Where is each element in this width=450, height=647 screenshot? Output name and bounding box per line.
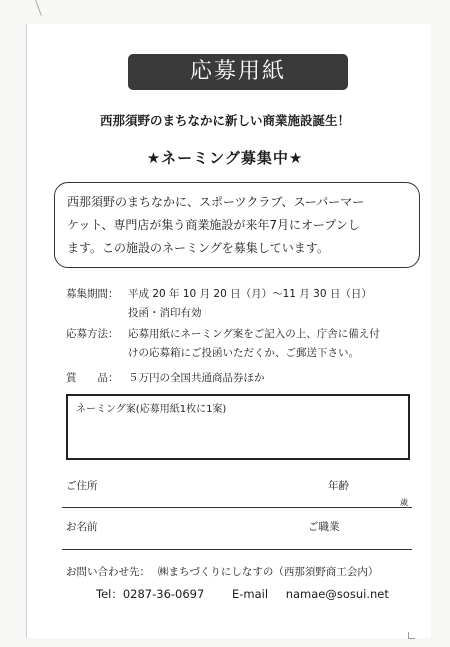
contact-tel: Tel：0287-36-0697 <box>96 587 205 601</box>
intro-box <box>54 182 420 268</box>
intro-line: ます。この施設のネーミングを募集しています。 <box>67 241 329 255</box>
intro-line: 西那須野のまちなかに、スポーツクラブ、スーパーマー <box>67 195 365 209</box>
naming-box-label: ネーミング案(応募用紙1枚に1案) <box>76 404 227 415</box>
email-label: E-mail <box>231 587 269 601</box>
corner-mark <box>35 0 41 15</box>
period-value: 平成 20 年 10 月 20 日（月）～11 月 30 日（日） <box>128 288 372 300</box>
prize-value: ５万円の全国共通商品券ほか <box>128 372 265 384</box>
contact-email[interactable]: namae@sosui.net <box>285 587 389 601</box>
headline: ★ネーミング募集中★ <box>146 149 304 167</box>
address-label: ご住所 <box>66 480 98 492</box>
contact-label: お問い合わせ先： <box>66 566 150 578</box>
page-title: 応募用紙 <box>128 54 348 90</box>
method-line-1: 応募用紙にネーミング案をご記入の上、庁舎に備え付 <box>128 328 380 340</box>
method-label: 応募方法： <box>66 328 119 340</box>
method-section <box>66 327 380 361</box>
intro-line: ケット、専門店が集う商業施設が来年7月にオープンし <box>67 218 360 232</box>
method-line-2: けの応募箱にご投函いただくか、ご郵送下さい。 <box>128 347 359 359</box>
subtitle: 西那須野のまちなかに新しい商業施設誕生！ <box>99 113 350 128</box>
age-unit: 歳 <box>400 498 408 507</box>
prize-label: 賞 品： <box>66 372 119 384</box>
age-label: 年齢 <box>328 480 349 492</box>
contact-org: ㈱まちづくりにしなすの（西那須野商工会内） <box>158 566 379 578</box>
name-line[interactable] <box>62 549 412 550</box>
period-label: 募集期間： <box>66 288 119 300</box>
address-line[interactable] <box>62 507 412 508</box>
name-label: お名前 <box>66 521 98 533</box>
naming-entry-box[interactable] <box>66 394 410 460</box>
crop-mark <box>408 632 415 639</box>
contact-details <box>96 586 389 602</box>
contact-info <box>66 564 378 579</box>
period-note: 投函・消印有効 <box>128 307 202 319</box>
period-section <box>66 287 372 321</box>
prize-section <box>66 371 265 386</box>
occupation-label: ご職業 <box>308 521 340 533</box>
